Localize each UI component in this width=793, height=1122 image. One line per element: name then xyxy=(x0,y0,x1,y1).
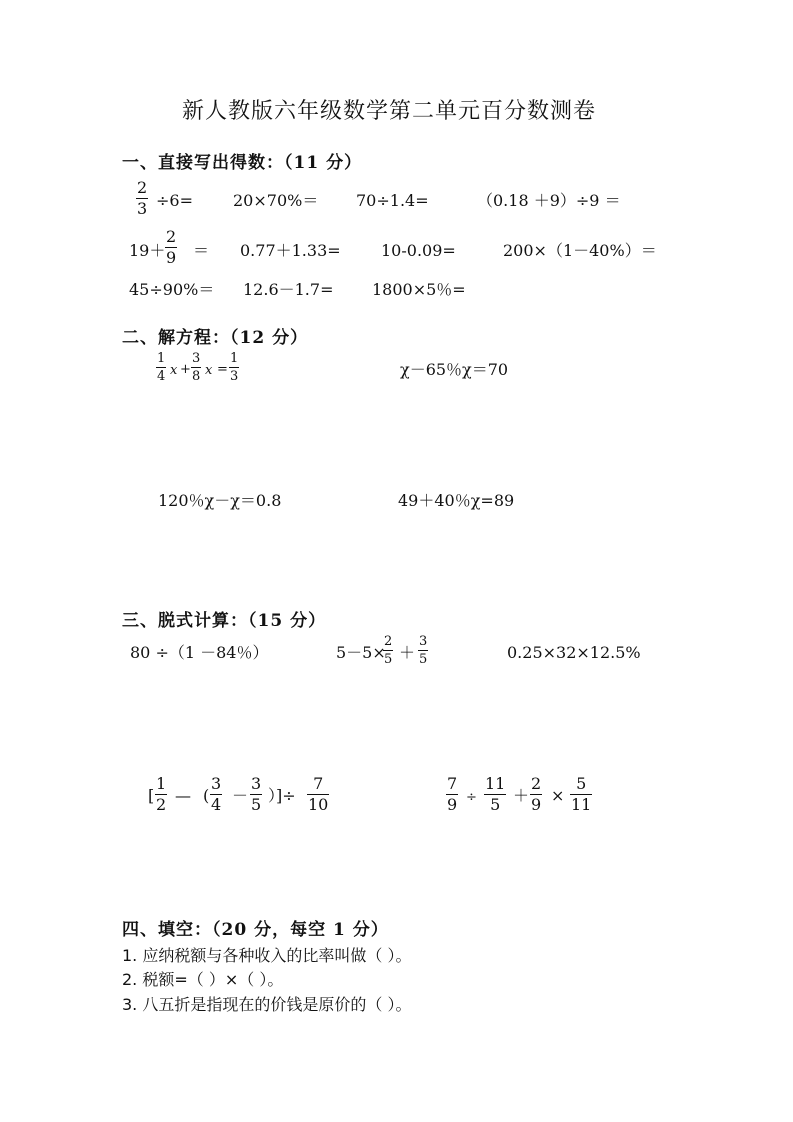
numerator: 2 xyxy=(531,774,542,793)
calc-text: 5－5× xyxy=(336,643,386,662)
fill-question: 1. 应纳税额与各种收入的比率叫做（ ）。 xyxy=(122,946,412,965)
fraction xyxy=(570,776,592,813)
exercise-text: 70÷1.4= xyxy=(356,191,429,210)
calculation: 0.25×32×12.5% xyxy=(507,643,641,662)
numerator: 5 xyxy=(570,776,592,795)
calc-text: ＋ xyxy=(399,643,416,662)
exercise-text: 19＋ xyxy=(129,241,166,260)
numerator: 3 xyxy=(251,774,262,793)
denominator: 2 xyxy=(156,795,167,814)
section-3-heading: 三、脱式计算：（15 分） xyxy=(122,611,327,631)
exercise-text: 0.77＋1.33= xyxy=(240,241,341,260)
fill-question: 3. 八五折是指现在的价钱是原价的（ ）。 xyxy=(122,995,412,1014)
fill-question: 2. 税额=（ ）×（ ）。 xyxy=(122,970,284,989)
variable-x: x xyxy=(205,363,213,378)
operator: × xyxy=(551,786,565,805)
variable-x: x xyxy=(170,363,178,378)
fraction xyxy=(484,776,506,813)
denominator: 3 xyxy=(137,199,148,218)
exercise-text: （0.18 ＋9）÷9 ＝ xyxy=(477,191,621,210)
operator: = xyxy=(217,362,228,377)
fraction xyxy=(418,635,428,666)
bracket: [ xyxy=(148,786,155,805)
numerator: 1 xyxy=(230,351,239,366)
denominator: 3 xyxy=(230,369,239,384)
numerator: 3 xyxy=(419,634,428,649)
section-4-heading: 四、填空：（20 分，每空 1 分） xyxy=(122,920,389,940)
operator: — xyxy=(175,786,191,805)
numerator: 3 xyxy=(192,351,201,366)
fraction xyxy=(210,776,222,813)
fraction xyxy=(136,180,148,217)
numerator: 7 xyxy=(307,776,329,795)
denominator: 5 xyxy=(419,652,428,667)
page-title: 新人教版六年级数学第二单元百分数测卷 xyxy=(182,99,597,124)
fraction xyxy=(307,776,329,813)
equation: 49＋40％χ=89 xyxy=(398,491,515,510)
exercise-text: 12.6－1.7= xyxy=(243,280,334,299)
numerator: 2 xyxy=(137,178,148,197)
paren-bracket-divide: ）]÷ xyxy=(268,786,296,805)
denominator: 5 xyxy=(490,795,501,814)
exercise-text: 1800×5％= xyxy=(372,280,466,299)
numerator: 2 xyxy=(384,634,393,649)
section-2-heading: 二、解方程：（12 分） xyxy=(122,328,309,348)
paren: ( xyxy=(203,786,210,805)
section-1-heading: 一、直接写出得数：（11 分） xyxy=(122,153,363,173)
exercise-text: 200×（1－40%）＝ xyxy=(503,241,657,260)
exercise-text: ＝ xyxy=(193,241,210,260)
fraction xyxy=(156,352,166,383)
fraction xyxy=(250,776,262,813)
denominator: 5 xyxy=(251,795,262,814)
numerator: 2 xyxy=(166,227,177,246)
calculation: 80 ÷（1 －84％） xyxy=(130,643,269,662)
denominator: 10 xyxy=(308,795,329,814)
numerator: 3 xyxy=(211,774,222,793)
denominator: 9 xyxy=(531,795,542,814)
exercise-text: 10-0.09= xyxy=(381,241,456,260)
denominator: 9 xyxy=(166,248,177,267)
equation: 120％χ－χ＝0.8 xyxy=(158,491,282,510)
operator: + xyxy=(180,362,191,377)
denominator: 4 xyxy=(211,795,222,814)
denominator: 8 xyxy=(192,369,201,384)
numerator: 7 xyxy=(447,774,458,793)
fraction xyxy=(446,776,458,813)
exercise-text: 20×70%＝ xyxy=(233,191,319,210)
denominator: 9 xyxy=(447,795,458,814)
operator: ÷ xyxy=(466,790,477,805)
fraction xyxy=(229,352,239,383)
denominator: 11 xyxy=(571,795,592,814)
fraction xyxy=(165,229,177,266)
exercise-text: ÷6= xyxy=(156,191,193,210)
denominator: 5 xyxy=(384,652,393,667)
denominator: 4 xyxy=(157,369,166,384)
fraction xyxy=(155,776,167,813)
operator: ＋ xyxy=(513,786,530,805)
operator: － xyxy=(232,786,249,805)
exercise-text: 45÷90%＝ xyxy=(129,280,215,299)
fraction xyxy=(530,776,542,813)
equation: χ－65％χ＝70 xyxy=(400,360,509,379)
fraction xyxy=(383,635,393,666)
numerator: 1 xyxy=(157,351,166,366)
numerator: 11 xyxy=(485,774,506,793)
numerator: 1 xyxy=(156,774,167,793)
fraction xyxy=(191,352,201,383)
